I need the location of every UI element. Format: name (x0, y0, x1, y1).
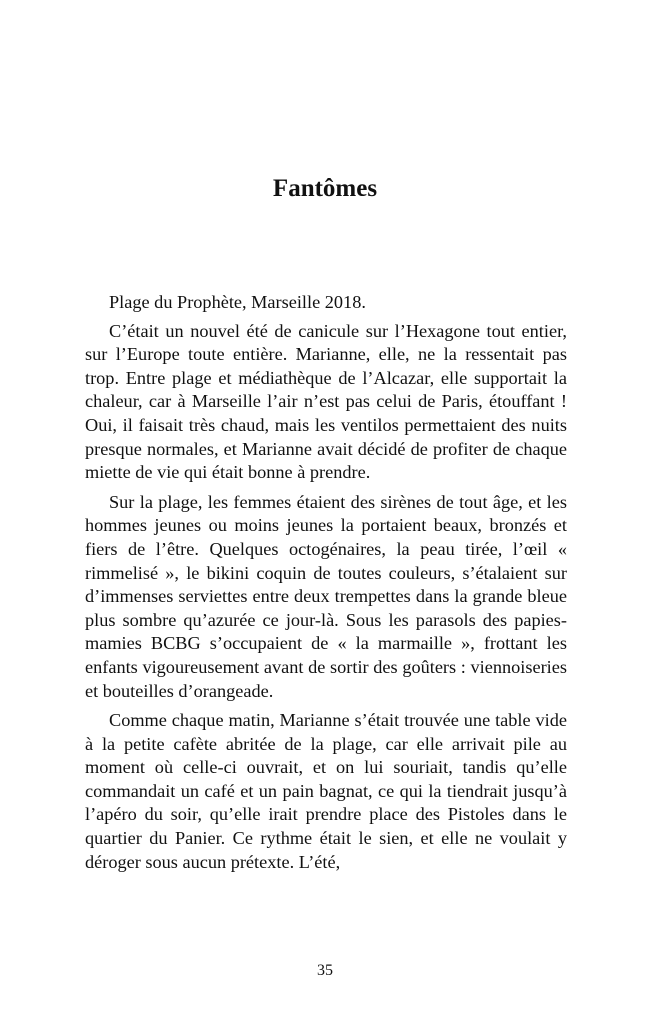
paragraph: C’était un nouvel été de canicule sur l’Hexagone tout entier, sur l’Europe toute entière. Marianne, elle, ne la ressentait pas trop. Entre plage et médiathèque de l’Alcazar, elle supportait la chaleur, car à Marseille l’air n’est pas celui de Paris, étouffant ! Oui, il faisait très chaud, mais les ventilos permettaient des nuits presque normales, et Marianne avait décidé de profiter de chaque miette de vie qui était bonne à prendre. (85, 320, 567, 483)
chapter-body (85, 291, 567, 880)
paragraph: Sur la plage, les femmes étaient des sirènes de tout âge, et les hommes jeunes ou moins jeunes la portaient beaux, bronzés et fiers de l’être. Quelques octogénaires, la peau tirée, l’œil « rimmelisé », le bikini coquin de toutes couleurs, s’étalaient sur d’immenses serviettes entre deux trempettes dans la grande bleue plus sombre qu’azurée ce jour-là. Sous les parasols des papies-mamies BCBG s’occupaient de « la marmaille », frottant les enfants vigoureusement avant de sortir des goûters : viennoiseries et bouteilles d’orangeade. (85, 491, 567, 701)
chapter-title: Fantômes (272, 175, 378, 202)
page-number: 35 (317, 962, 333, 979)
paragraph: Comme chaque matin, Marianne s’était trouvée une table vide à la petite cafète abritée de la plage, car elle arrivait pile au moment où celle-ci ouvrait, et on lui souriait, tandis qu’elle commandait un café et un pain bagnat, ce qui la tiendrait jusqu’à l’apéro du soir, qu’elle irait prendre place des Pistoles dans le quartier du Panier. Ce rythme était le sien, et elle ne voulait y déroger sous aucun prétexte. L’été, (85, 710, 567, 872)
paragraph-location: Plage du Prophète, Marseille 2018. (109, 292, 366, 312)
